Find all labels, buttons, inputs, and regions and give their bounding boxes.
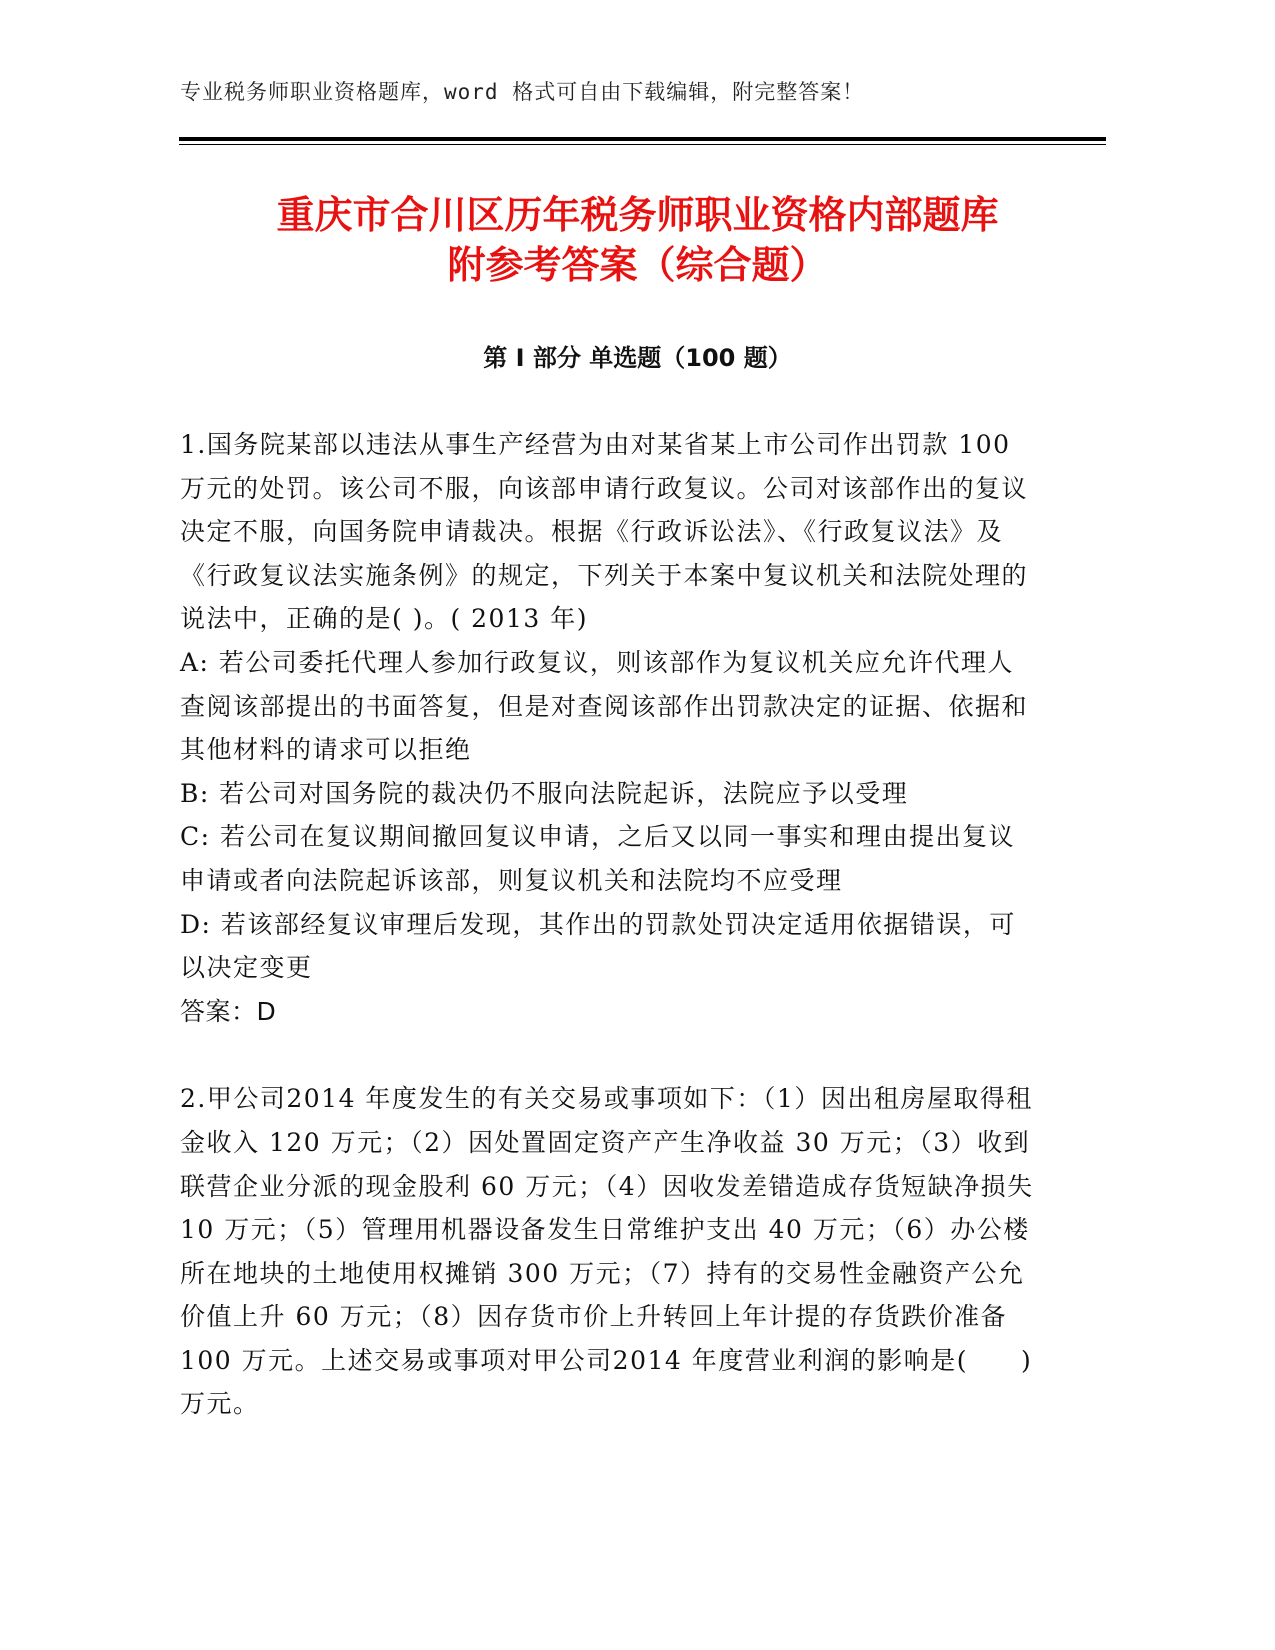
answer: 答案：D <box>180 996 277 1026</box>
document-title-line1: 重庆市合川区历年税务师职业资格内部题库 <box>276 193 999 237</box>
option-c: C: 若公司在复议期间撤回复议申请，之后又以同一事实和理由提出复议申请或者向法院起诉该部，则复议机关和法院均不应受理 <box>180 822 1016 895</box>
option-d: D: 若该部经复议审理后发现，其作出的罚款处罚决定适用依据错误，可以决定变更 <box>180 909 1016 983</box>
question-list <box>180 423 1040 1426</box>
question-1 <box>180 423 1040 1033</box>
header-rule-thin <box>179 144 1106 145</box>
option-b: B: 若公司对国务院的裁决仍不服向法院起诉，法院应予以受理 <box>180 778 909 808</box>
option-a: A: 若公司委托代理人参加行政复议，则该部作为复议机关应允许代理人查阅该部提出的书面答复，但是对查阅该部作出罚款决定的证据、依据和其他材料的请求可以拒绝 <box>180 647 1029 765</box>
document-title-line2: 附参考答案（综合题） <box>447 243 828 287</box>
question-spacer <box>180 1033 1040 1077</box>
question-2 <box>180 1077 1040 1426</box>
header-rule-thick <box>179 137 1106 141</box>
question-stem: 1.国务院某部以违法从事生产经营为由对某省某上市公司作出罚款 100 万元的处罚。该公司不服，向该部申请行政复议。公司对该部作出的复议决定不服，向国务院申请裁决。根据《行政诉讼法》、《行政复议法》及《行政复议法实施条例》的规定，下列关于本案中复议机关和法院处理的说法中，正确的是( )。( 2013 年) <box>180 430 1029 634</box>
question-stem: 2.甲公司2014 年度发生的有关交易或事项如下：（1）因出租房屋取得租金收入 120 万元；（2）因处置固定资产产生净收益 30 万元；（3）收到联营企业分派的现金股利 60 万元；（4）因收发差错造成存货短缺净损失 10 万元；（5）管理用机器设备发生日常维护支出 40 万元；（6）办公楼所在地块的土地使用权摊销 300 万元；（7）持有的交易性金融资产公允价值上升 60 万元；（8）因存货市价上升转回上年计提的存货跌价准备 100 万元。上述交易或事项对甲公司2014 年度营业利润的影响是( )万元。 <box>180 1084 1034 1419</box>
document-title <box>140 190 1135 290</box>
header-note: 专业税务师职业资格题库，word 格式可自由下载编辑，附完整答案！ <box>180 80 865 104</box>
section-heading: 第 I 部分 单选题（100 题） <box>483 344 792 372</box>
